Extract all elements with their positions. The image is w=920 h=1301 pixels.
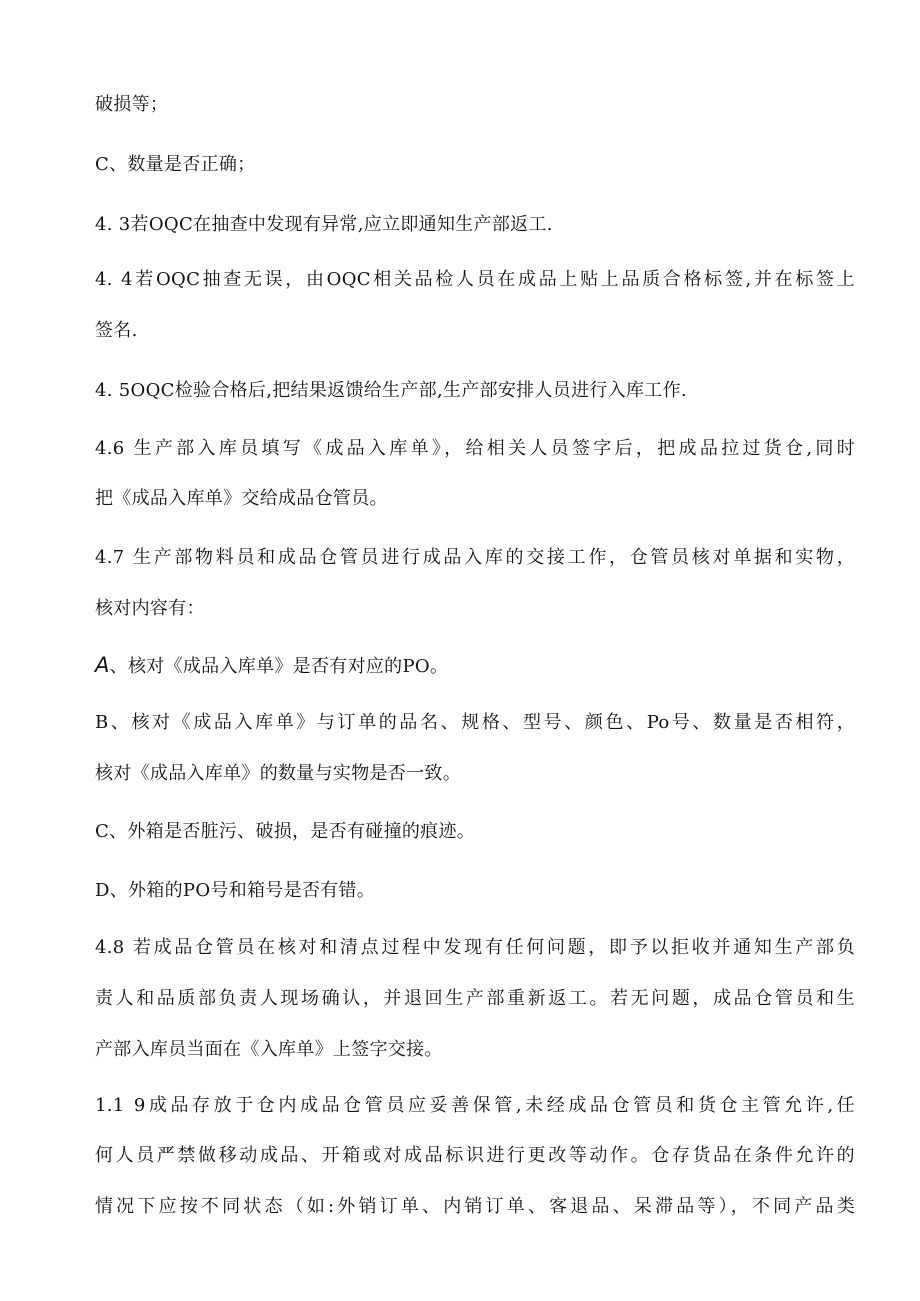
text-line-3: 4. 3若OQC在抽查中发现有异常,应立即通知生产部返工. [95, 214, 553, 235]
text-line-8: 把《成品入库单》交给成品仓管员。 [95, 488, 388, 509]
item-a-text: 、核对《成品入库单》是否有对应的PO。 [109, 656, 449, 677]
text-line-11 [95, 653, 855, 679]
text-line-10: 核对内容有： [95, 598, 205, 619]
text-line-2: C、数量是否正确； [95, 154, 256, 175]
text-line-13: 核对《成品入库单》的数量与实物是否一致。 [95, 763, 461, 784]
text-line-7: 4.6 生产部入库员填写《成品入库单》，给相关人员签字后，把成品拉过货仓,同时 [95, 438, 855, 459]
text-line-6: 4. 5OQC检验合格后,把结果返馈给生产部,生产部安排人员进行入库工作. [95, 380, 687, 401]
text-line-19: 1.1 9成品存放于仓内成品仓管员应妥善保管,未经成品仓管员和货仓主管允许,任 [95, 1095, 855, 1116]
text-line-9: 4.7 生产部物料员和成品仓管员进行成品入库的交接工作，仓管员核对单据和实物， [95, 547, 855, 568]
text-line-15: D、外箱的PO号和箱号是否有错。 [95, 880, 376, 901]
text-line-17: 责人和品质部负责人现场确认，并退回生产部重新返工。若无问题，成品仓管员和生 [95, 988, 855, 1009]
item-a-letter: A [95, 653, 110, 677]
text-line-16: 4.8 若成品仓管员在核对和清点过程中发现有任何问题，即予以拒收并通知生产部负 [95, 937, 855, 958]
text-line-5: 签名. [95, 320, 138, 341]
text-line-12: B、核对《成品入库单》与订单的品名、规格、型号、颜色、Po号、数量是否相符， [95, 712, 855, 733]
text-line-1: 破损等； [95, 94, 169, 115]
text-line-20: 何人员严禁做移动成品、开箱或对成品标识进行更改等动作。仓存货品在条件允许的 [95, 1145, 855, 1166]
text-line-14: C、外箱是否脏污、破损，是否有碰撞的痕迹。 [95, 821, 476, 842]
text-line-4: 4. 4若OQC抽查无误，由OQC相关品检人员在成品上贴上品质合格标签,并在标签上 [95, 269, 855, 290]
text-line-18: 产部入库员当面在《入库单》上签字交接。 [95, 1039, 443, 1060]
text-line-21: 情况下应按不同状态（如:外销订单、内销订单、客退品、呆滞品等），不同产品类 [95, 1196, 855, 1217]
